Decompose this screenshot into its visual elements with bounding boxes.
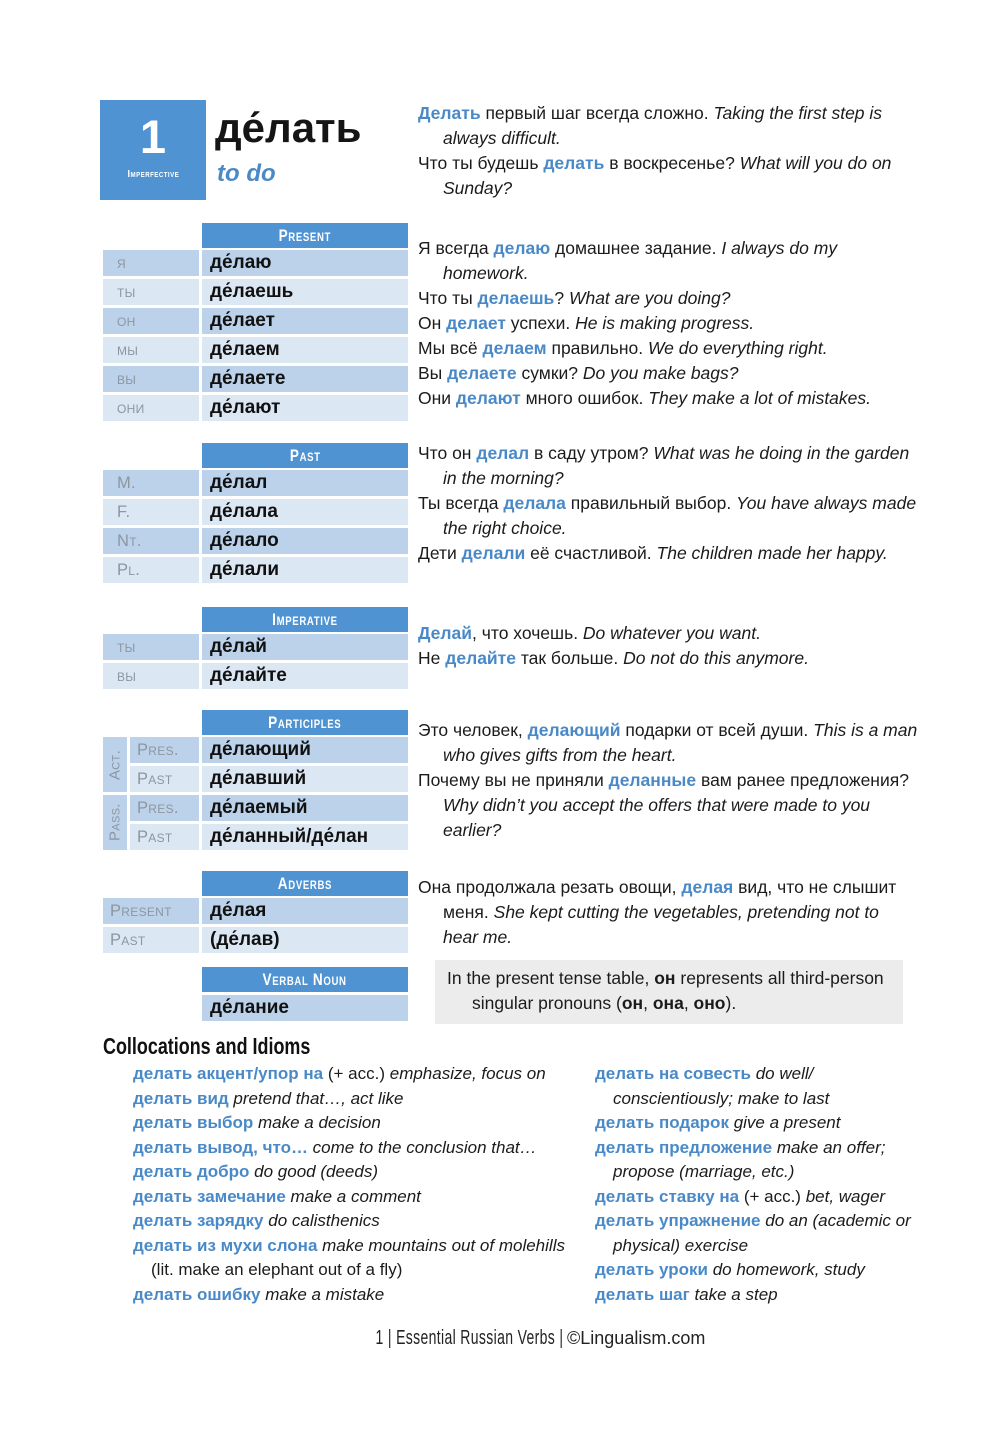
page-footer [0,1327,1000,1350]
tense-label: Past [103,927,199,953]
verbal-noun-table [202,995,408,1021]
verb-form: де́лание [202,995,408,1021]
verb-form: (де́лав) [202,927,408,953]
collocation-item: делать на совесть do well/ conscientiously; make to last [595,1064,830,1108]
footer-series-title: 1 | Essential Russian Verbs | [375,1327,564,1349]
example-sentence: Он делает успехи. He is making progress. [418,313,755,333]
gender-label: Pl. [103,557,199,583]
pronoun-label: ты [103,279,199,305]
verb-form: де́лают [202,395,408,421]
verb-form: де́лайте [202,663,408,689]
verb-translation: to do [217,160,276,187]
verbal-noun-table-header: Verbal Noun [202,967,408,992]
example-sentence: Что ты делаешь? What are you doing? [418,288,731,308]
verb-form: де́лаете [202,366,408,392]
voice-label-passive: Pass. [103,795,127,850]
participles-examples [418,718,918,843]
past-table-header: Past [202,443,408,468]
example-sentence: Что ты будешь делать в воскресенье? What will you do on Sunday? [418,153,892,198]
tense-label: Pres. [130,795,199,821]
pronoun-label: он [103,308,199,334]
collocation-item: делать вид pretend that…, act like [133,1088,404,1108]
example-sentence: Я всегда делаю домашнее задание. I always do my homework. [418,238,838,283]
example-sentence: Дети делали её счастливой. The children made her happy. [418,543,888,563]
verb-form: де́ланный/де́лан [202,824,408,850]
verb-number-badge [100,100,206,200]
imperative-table [103,634,408,689]
participles-table-header: Participles [202,710,408,735]
present-examples [418,236,918,411]
footer-copyright: ©Lingualism.com [567,1328,706,1348]
collocations-right-column [595,1062,927,1307]
intro-examples [418,101,918,201]
collocation-item: делать выбор make a decision [133,1113,381,1132]
adverbs-table-header: Adverbs [202,871,408,896]
verb-form: де́лали [202,557,408,583]
verb-form: де́лающий [202,737,408,763]
example-sentence: Вы делаете сумки? Do you make bags? [418,363,739,383]
verb-form: де́лает [202,308,408,334]
example-sentence: Делать первый шаг всегда сложно. Taking the first step is always difficult. [418,103,883,148]
collocation-item: делать добро do good (deeds) [133,1162,378,1181]
collocation-item: делать подарок give a present [595,1113,841,1132]
collocation-item: делать замечание make a comment [133,1186,421,1206]
verb-number: 1 [139,110,167,163]
verb-form: де́лаемый [202,795,408,821]
gender-label: M. [103,470,199,496]
adverbs-table [103,898,408,953]
example-sentence: Ты всегда делала правильный выбор. You have always made the right choice. [418,493,917,538]
voice-label-active: Act. [103,737,127,792]
collocation-item: делать предложение make an offer; propose (marriage, etc.) [595,1137,886,1181]
collocation-item: делать упражнение do an (academic or physical) exercise [595,1211,911,1255]
verb-form: де́лаем [202,337,408,363]
present-table-header: Present [202,223,408,248]
collocation-item: делать зарядку do calisthenics [133,1211,380,1230]
example-sentence: Она продолжала резать овощи, делая вид, что не слышит меня. She kept cutting the vegetables, pretending not to hear me. [418,877,897,947]
example-sentence: Они делают много ошибок. They make a lot of mistakes. [418,388,872,408]
verb-headword: де́лать [215,104,362,151]
adverbs-examples [418,875,918,950]
pronoun-label: ты [103,634,199,660]
usage-note-text: In the present tense table, он represents all third-person singular pronouns (он, она, оно). [447,968,884,1013]
collocation-item: делать уроки do homework, study [595,1260,865,1279]
collocation-item: делать шаг take a step [595,1284,778,1304]
pronoun-label: вы [103,663,199,689]
pronoun-label: они [103,395,199,421]
past-table [103,470,408,583]
pronoun-label: мы [103,337,199,363]
verb-form: де́лая [202,898,408,924]
collocations-left-column [133,1062,585,1307]
collocation-item: делать вывод, что… come to the conclusion that… [133,1137,537,1157]
present-table [103,250,408,421]
verb-form: де́лала [202,499,408,525]
imperative-examples [418,621,918,671]
example-sentence: Делай, что хочешь. Do whatever you want. [418,623,761,643]
collocation-item: делать акцент/упор на (+ acc.) emphasize, focus on [133,1064,546,1083]
pronoun-label: я [103,250,199,276]
tense-label: Present [103,898,199,924]
aspect-label: Imperfective [127,168,179,180]
verb-form: де́лай [202,634,408,660]
gender-label: Nt. [103,528,199,554]
tense-label: Past [130,824,199,850]
example-sentence: Мы всё делаем правильно. We do everything right. [418,338,828,358]
imperative-table-header: Imperative [202,607,408,632]
verb-form: де́лавший [202,766,408,792]
tense-label: Past [130,766,199,792]
example-sentence: Что он делал в саду утром? What was he doing in the garden in the morning? [418,443,910,488]
verb-form: де́лал [202,470,408,496]
participles-table [103,737,408,850]
example-sentence: Это человек, делающий подарки от всей души. This is a man who gives gifts from the heart. [418,720,918,765]
collocations-heading: Collocations and Idioms [103,1033,311,1059]
example-sentence: Почему вы не приняли деланные вам ранее предложения? Why didn’t you accept the offers that were made to you earlier? [418,770,909,840]
pronoun-label: вы [103,366,199,392]
gender-label: F. [103,499,199,525]
verb-form: де́лаешь [202,279,408,305]
collocation-item: делать ошибку make a mistake [133,1284,385,1304]
collocation-item: делать ставку на (+ acc.) bet, wager [595,1186,886,1206]
usage-note-box [435,960,903,1024]
example-sentence: Не делайте так больше. Do not do this anymore. [418,648,809,668]
verb-form: де́лало [202,528,408,554]
collocation-item: делать из мухи слона make mountains out of molehills (lit. make an elephant out of a fly) [133,1235,565,1279]
verb-form: де́лаю [202,250,408,276]
tense-label: Pres. [130,737,199,763]
past-examples [418,441,918,566]
